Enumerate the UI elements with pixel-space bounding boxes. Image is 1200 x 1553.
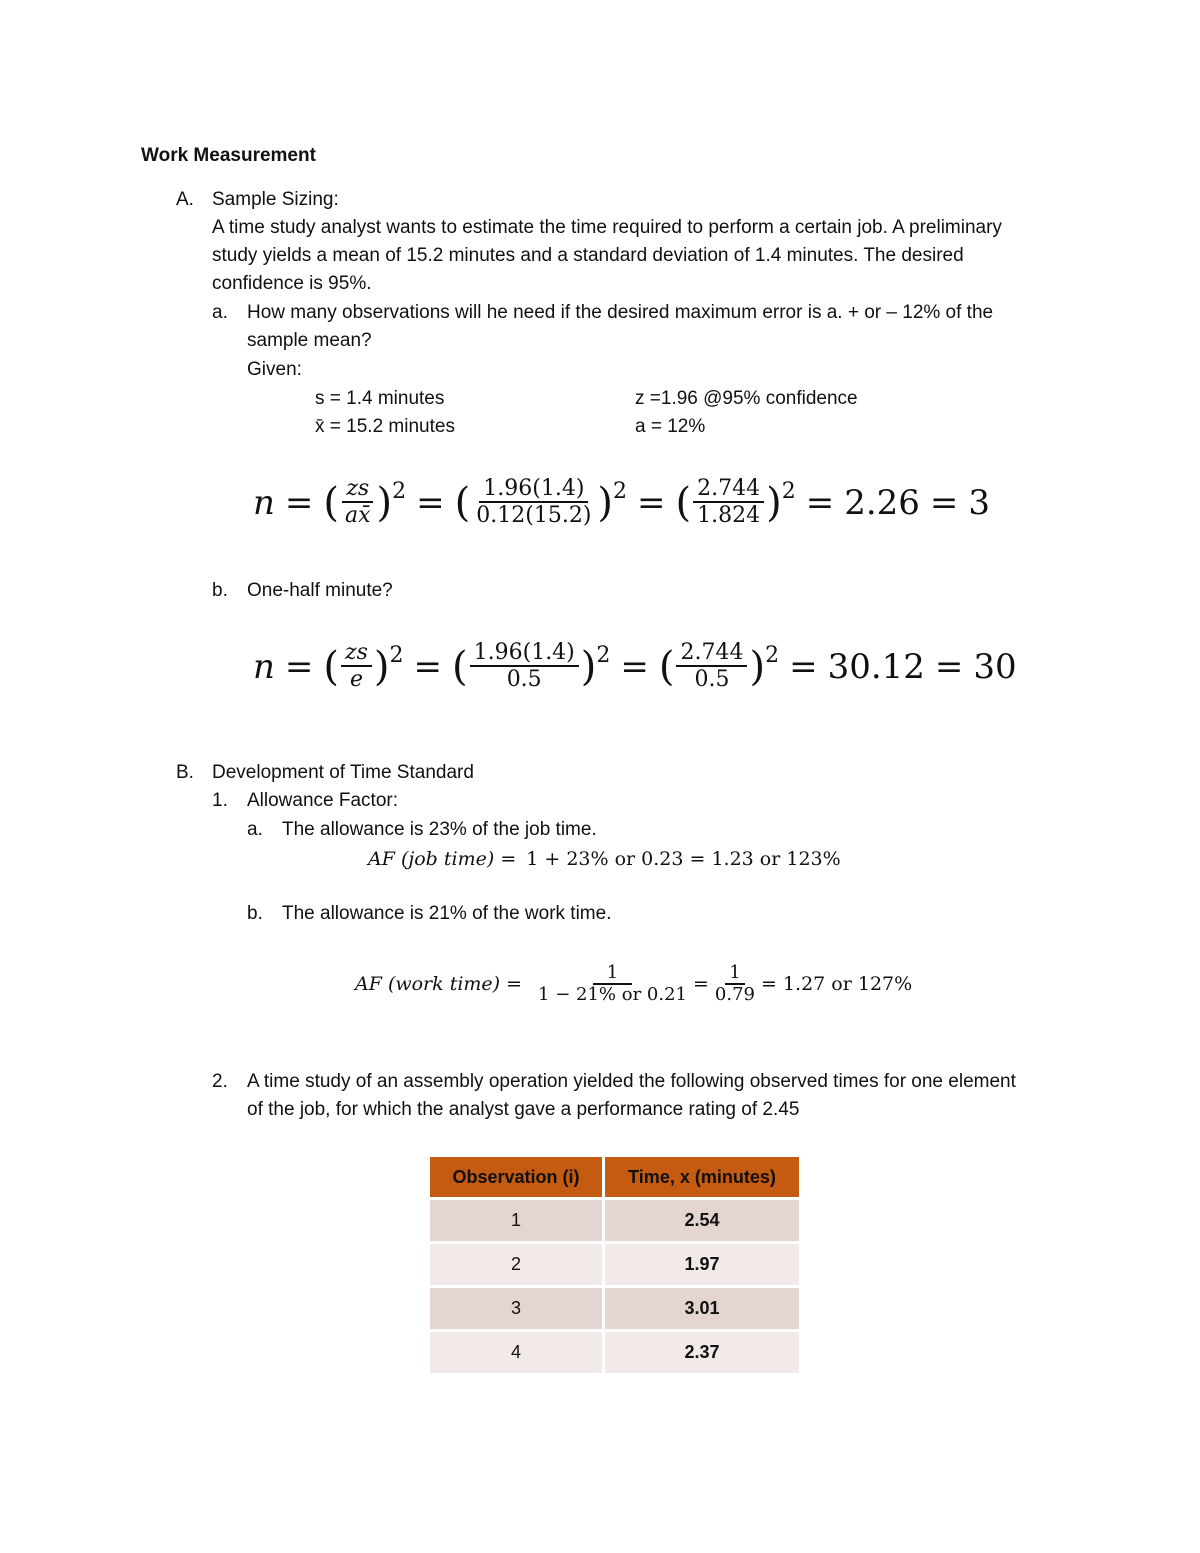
section-b-heading: Development of Time Standard <box>212 762 474 783</box>
given-s: s = 1.4 minutes <box>315 388 445 409</box>
fraction-work-time-2: $\frac{1}{0.79}$ <box>714 961 755 1005</box>
time-cell: 3.01 <box>605 1288 799 1329</box>
paragraph-line: A time study analyst wants to estimate the time required to perform a certain job. A preliminary <box>212 217 1002 238</box>
fraction-work-time-1: $\frac{1}{1 - 21\% or 0.21}$ <box>538 961 687 1005</box>
given-z: z =1.96 @95% confidence <box>635 388 858 409</box>
time-cell: 2.54 <box>605 1200 799 1241</box>
paragraph-line: confidence is 95%. <box>212 273 372 294</box>
sub-a-marker: a. <box>247 819 263 840</box>
sub-b-marker: b. <box>247 903 263 924</box>
observation-cell: 1 <box>430 1200 602 1241</box>
fraction-values: $\frac{1.96(1.4)}{0.12(15.2)}$ <box>476 476 592 529</box>
item-2-marker: 2. <box>212 1071 228 1092</box>
time-cell: 2.37 <box>605 1332 799 1373</box>
paragraph-line: study yields a mean of 15.2 minutes and a standard deviation of 1.4 minutes. The desired <box>212 245 964 266</box>
observation-cell: 2 <box>430 1244 602 1285</box>
eq1-result: 2.26 <box>844 483 920 523</box>
table-row <box>430 1244 799 1285</box>
table-row <box>430 1332 799 1373</box>
fraction-zs-over-ax: $\frac{zs}{ax̄}$ <box>341 477 375 528</box>
observation-cell: 4 <box>430 1332 602 1373</box>
eq2-final: 30 <box>973 647 1017 687</box>
item-2-line: A time study of an assembly operation yielded the following observed times for one element <box>247 1071 1016 1092</box>
table-row <box>430 1200 799 1241</box>
given-a: a = 12% <box>635 416 706 437</box>
fraction-values: $\frac{1.96(1.4)}{0.5}$ <box>470 641 579 692</box>
allowance-work-time-equation: AF (work time) = $\frac{1}{1 - 21\% or 0.21}$ = $\frac{1}{0.79}$ = 1.27 or 127% <box>355 961 913 1005</box>
eq-equals: = <box>284 483 314 523</box>
observation-table <box>427 1154 802 1376</box>
header-time: Time, x (minutes) <box>605 1157 799 1197</box>
question-b-text: One-half minute? <box>247 580 393 601</box>
observation-cell: 3 <box>430 1288 602 1329</box>
item-2-line: of the job, for which the analyst gave a performance rating of 2.45 <box>247 1099 800 1120</box>
eq2-result: 30.12 <box>827 647 925 687</box>
eq-n: n <box>253 483 275 523</box>
question-b-marker: b. <box>212 580 228 601</box>
item-1-marker: 1. <box>212 790 228 811</box>
fraction-computed: $\frac{2.744}{0.5}$ <box>676 641 747 692</box>
question-a-marker: a. <box>212 302 228 323</box>
header-observation: Observation (i) <box>430 1157 602 1197</box>
table-row <box>430 1288 799 1329</box>
question-a-line: sample mean? <box>247 330 372 351</box>
fraction-zs-over-e: $\frac{zs}{e}$ <box>341 641 372 692</box>
given-label: Given: <box>247 359 302 380</box>
eq1-final: 3 <box>968 483 991 523</box>
given-xbar: x̄ = 15.2 minutes <box>315 416 455 437</box>
section-b-marker: B. <box>176 762 194 783</box>
question-a-line: How many observations will he need if the desired maximum error is a. + or – 12% of the <box>247 302 994 323</box>
section-a-marker: A. <box>176 189 194 210</box>
table-header-row <box>430 1157 799 1197</box>
item-1-text: Allowance Factor: <box>247 790 399 811</box>
sub-a-text: The allowance is 23% of the job time. <box>282 819 597 840</box>
fraction-computed: $\frac{2.744}{1.824}$ <box>693 477 764 528</box>
sub-b-text: The allowance is 21% of the work time. <box>282 903 612 924</box>
page-title: Work Measurement <box>141 145 316 166</box>
sample-size-equation-1: n = ( $\frac{zs}{ax̄}$ ) 2 = ( $\frac{1.96(1.4)}{0.12(15.2)}$ ) 2 = ( $\frac{2.744}{1.824}$ ) 2 = 2.26 = 3 <box>253 476 991 529</box>
time-cell: 1.97 <box>605 1244 799 1285</box>
allowance-job-time-equation: AF (job time) = 1 + 23% or 0.23 = 1.23 or 123% <box>368 848 841 870</box>
section-a-heading: Sample Sizing: <box>212 189 339 210</box>
sample-size-equation-2: n = ( $\frac{zs}{e}$ ) 2 = ( $\frac{1.96(1.4)}{0.5}$ ) 2 = ( $\frac{2.744}{0.5}$ ) 2 = 30.12 = 30 <box>253 640 1017 693</box>
